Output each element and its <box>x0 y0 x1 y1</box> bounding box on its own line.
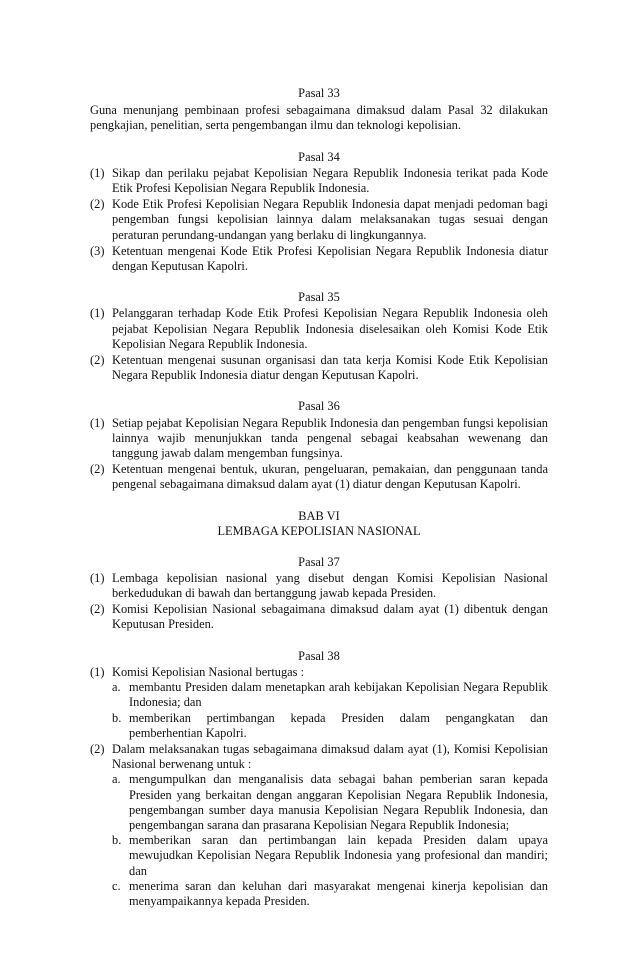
item-text: Ketentuan mengenai Kode Etik Profesi Kepolisian Negara Republik Indonesia diatur dengan Keputusan Kapolri. <box>112 243 548 274</box>
pasal-38-section <box>90 649 548 909</box>
pasal-36-item-2 <box>90 462 548 492</box>
pasal-34-item-2 <box>90 197 548 243</box>
chapter-number: BAB VI <box>298 508 340 523</box>
pasal-36-title: Pasal 36 <box>298 399 340 414</box>
item-number: (1) <box>90 415 105 430</box>
pasal-35-section <box>90 290 548 383</box>
sub-item-text: membantu Presiden dalam menetapkan arah kebijakan Kepolisian Negara Republik Indonesia; dan <box>129 680 548 710</box>
item-number: (2) <box>90 353 105 368</box>
item-text: Kode Etik Profesi Kepolisian Negara Republik Indonesia dapat menjadi pedoman bagi pengemban fungsi kepolisian lainnya dalam melaksanakan tugas sesuai dengan peraturan perundang-undangan yang berlaku di lingkungannya. <box>112 197 548 242</box>
pasal-38-item-2 <box>90 742 548 909</box>
sub-item-c <box>112 879 548 909</box>
pasal-37-item-2 <box>90 602 548 632</box>
item-body <box>112 742 548 909</box>
pasal-34-title: Pasal 34 <box>298 149 340 164</box>
sub-list <box>112 680 548 741</box>
item-number: (2) <box>90 741 105 756</box>
sub-item-text: mengumpulkan dan menganalisis data sebagai bahan pemberian saran kepada Presiden yang berkaitan dengan anggaran Kepolisian Negara Republik Indonesia, pengembangan sumber daya manusia Kepolisian Negara Republik Indonesia, dan pengembangan sarana dan prasarana Kepolisian Negara Republik Indonesia; <box>129 772 548 832</box>
sub-item-letter: a. <box>112 772 121 787</box>
item-number: (2) <box>90 462 105 477</box>
item-number: (1) <box>90 165 105 180</box>
item-number: (1) <box>90 664 105 679</box>
item-number: (1) <box>90 306 105 321</box>
pasal-38-item-1 <box>90 665 548 741</box>
sub-item-letter: b. <box>112 710 122 725</box>
item-text: Dalam melaksanakan tugas sebagaimana dimaksud dalam ayat (1), Komisi Kepolisian Nasional berwenang untuk : <box>112 741 548 772</box>
item-number: (2) <box>90 197 105 212</box>
item-text: Komisi Kepolisian Nasional sebagaimana dimaksud dalam ayat (1) dibentuk dengan Keputusan Presiden. <box>112 602 548 632</box>
pasal-34-section <box>90 150 548 275</box>
sub-item-b <box>112 833 548 879</box>
item-text: Sikap dan perilaku pejabat Kepolisian Negara Republik Indonesia terikat pada Kode Etik Profesi Kepolisian Negara Republik Indonesia. <box>112 165 548 196</box>
item-text: Setiap pejabat Kepolisian Negara Republik Indonesia dan pengemban fungsi kepolisian lainnya wajib menunjukkan tanda pengenal sebagai keabsahan wewenang dan tanggung jawab dalam mengemban fungsinya. <box>112 415 548 461</box>
chapter-heading <box>90 509 548 539</box>
pasal-33-title: Pasal 33 <box>298 86 340 100</box>
sub-item-text: menerima saran dan keluhan dari masyarakat mengenai kinerja kepolisian dan menyampaikannya kepada Presiden. <box>129 878 548 908</box>
pasal-35-title: Pasal 35 <box>298 290 340 305</box>
item-number: (1) <box>90 570 105 585</box>
pasal-33-section <box>90 86 548 134</box>
sub-item-letter: a. <box>112 680 121 695</box>
item-number: (3) <box>90 243 105 258</box>
item-text: Pelanggaran terhadap Kode Etik Profesi Kepolisian Negara Republik Indonesia oleh pejabat Kepolisian Negara Republik Indonesia diselesaikan oleh Komisi Kode Etik Kepolisian Negara Republik Indonesia. <box>112 306 548 351</box>
pasal-38-title: Pasal 38 <box>298 648 340 663</box>
sub-item-a <box>112 680 548 710</box>
item-body <box>112 665 548 741</box>
item-number: (2) <box>90 602 105 617</box>
sub-item-a <box>112 772 548 833</box>
pasal-37-item-1 <box>90 571 548 601</box>
pasal-34-item-1 <box>90 166 548 196</box>
sub-list <box>112 772 548 909</box>
pasal-37-title: Pasal 37 <box>298 554 340 569</box>
item-text: Ketentuan mengenai susunan organisasi dan tata kerja Komisi Kode Etik Kepolisian Negara Republik Indonesia diatur dengan Keputusan Kapolri. <box>112 353 548 383</box>
item-text: Ketentuan mengenai bentuk, ukuran, pengeluaran, pemakaian, dan penggunaan tanda pengenal sebagaimana dimaksud dalam ayat (1) diatur dengan Keputusan Kapolri. <box>112 462 548 492</box>
pasal-36-item-1 <box>90 416 548 462</box>
sub-item-text: memberikan saran dan pertimbangan lain kepada Presiden dalam upaya mewujudkan Kepolisian Negara Republik Indonesia yang profesional dan mandiri; dan <box>129 833 548 878</box>
pasal-34-item-3 <box>90 244 548 274</box>
sub-item-text: memberikan pertimbangan kepada Presiden dalam pengangkatan dan pemberhentian Kapolri. <box>129 710 548 740</box>
pasal-35-item-2 <box>90 353 548 383</box>
sub-item-letter: b. <box>112 833 122 848</box>
pasal-37-section <box>90 555 548 633</box>
item-text: Lembaga kepolisian nasional yang disebut dengan Komisi Kepolisian Nasional berkedudukan di bawah dan bertanggung jawab kepada Presiden. <box>112 570 548 601</box>
item-text: Komisi Kepolisian Nasional bertugas : <box>112 664 305 679</box>
pasal-35-item-1 <box>90 306 548 352</box>
sub-item-letter: c. <box>112 878 121 893</box>
sub-item-b <box>112 711 548 741</box>
pasal-36-section <box>90 399 548 492</box>
pasal-33-text: Guna menunjang pembinaan profesi sebagaimana dimaksud dalam Pasal 32 dilakukan pengkajian, penelitian, serta pengembangan ilmu dan teknologi kepolisian. <box>90 103 548 133</box>
chapter-title: LEMBAGA KEPOLISIAN NASIONAL <box>217 523 421 538</box>
